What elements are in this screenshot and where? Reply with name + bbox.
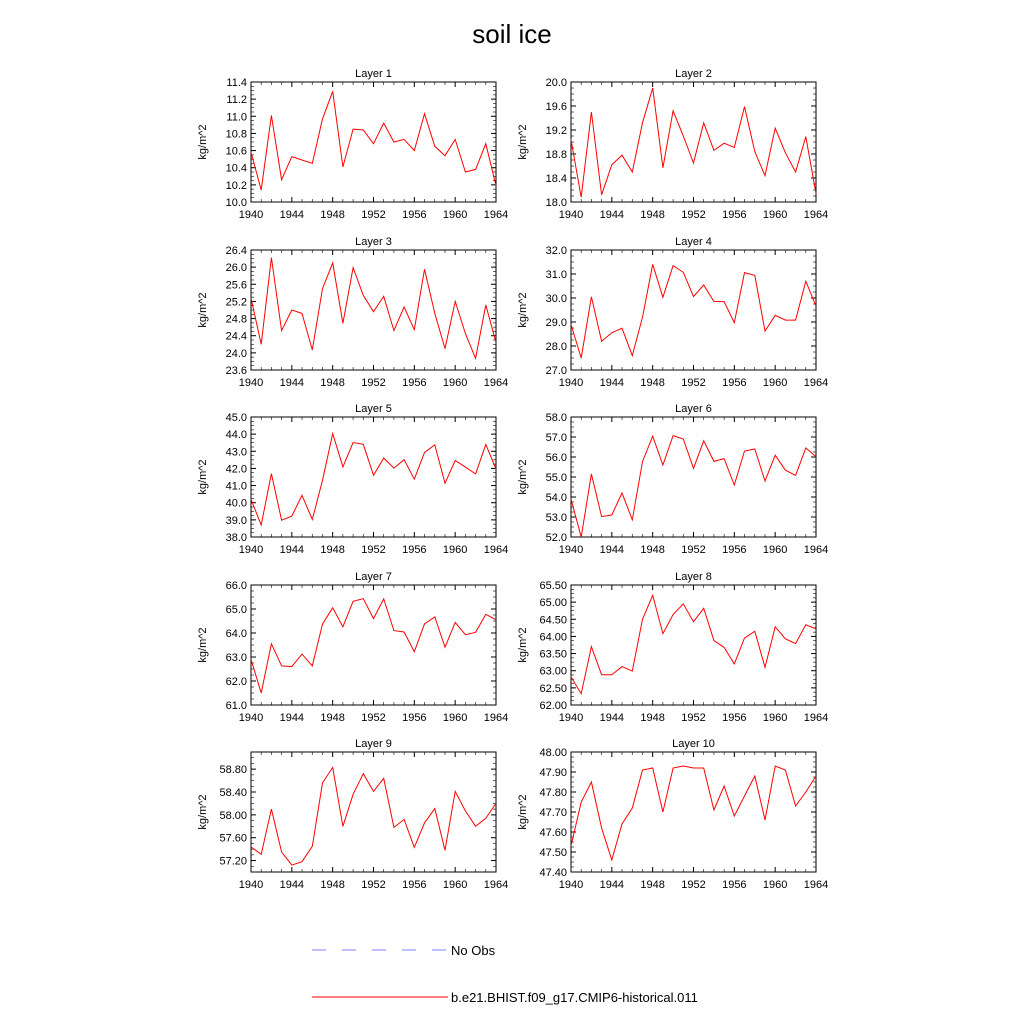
x-tick-label: 1940 (238, 879, 264, 891)
x-tick-label: 1960 (442, 879, 468, 891)
x-tick-label: 1940 (558, 377, 584, 389)
y-tick-label: 11.0 (226, 111, 247, 124)
x-tick-label: 1940 (558, 879, 584, 891)
y-tick-label: 38.0 (225, 532, 247, 544)
y-tick-label: 11.2 (226, 94, 247, 107)
y-tick-label: 62.50 (539, 682, 567, 695)
x-tick-label: 1940 (238, 377, 264, 389)
y-tick-label: 10.8 (225, 128, 247, 141)
plot-frame (251, 82, 496, 202)
x-tick-label: 1956 (722, 712, 747, 724)
x-tick-label: 1956 (402, 377, 427, 389)
y-tick-label: 24.4 (225, 330, 247, 343)
y-axis-label: kg/m^2 (517, 124, 529, 160)
y-tick-label: 47.80 (539, 787, 567, 799)
x-tick-label: 1940 (238, 209, 264, 221)
y-tick-label: 65.0 (225, 604, 247, 616)
x-tick-label: 1956 (722, 377, 747, 389)
y-tick-label: 23.6 (225, 365, 247, 377)
x-tick-label: 1964 (803, 879, 829, 891)
panel-layer-3 (197, 236, 508, 389)
x-tick-label: 1944 (599, 712, 625, 724)
y-tick-label: 44.0 (225, 429, 247, 442)
panel-layer-2 (517, 68, 828, 221)
y-tick-label: 45.0 (225, 412, 247, 424)
panel-layer-4 (517, 236, 828, 389)
plot-frame (571, 417, 816, 537)
y-tick-label: 47.70 (539, 807, 567, 819)
panel-title: Layer 9 (355, 738, 392, 750)
y-tick-label: 10.0 (225, 197, 247, 209)
x-tick-label: 1948 (640, 712, 665, 724)
x-tick-label: 1952 (681, 377, 706, 389)
x-tick-label: 1944 (599, 879, 625, 891)
x-tick-label: 1940 (238, 544, 264, 556)
panel-title: Layer 6 (675, 403, 712, 415)
x-tick-label: 1948 (320, 544, 345, 556)
y-tick-label: 11.4 (226, 77, 247, 89)
x-tick-label: 1964 (483, 209, 509, 221)
y-tick-label: 63.0 (225, 652, 247, 664)
x-tick-label: 1964 (483, 377, 509, 389)
y-tick-label: 19.2 (545, 125, 567, 137)
panel-title: Layer 2 (675, 68, 712, 80)
x-tick-label: 1952 (361, 377, 386, 389)
x-tick-label: 1948 (640, 209, 665, 221)
x-tick-label: 1956 (402, 209, 427, 221)
y-tick-label: 10.4 (225, 162, 247, 175)
series-line-model (251, 258, 496, 359)
plot-frame (571, 585, 816, 705)
y-axis-label: kg/m^2 (197, 627, 209, 663)
y-tick-label: 47.50 (539, 847, 567, 859)
x-tick-label: 1948 (640, 879, 665, 891)
y-axis-label: kg/m^2 (517, 459, 529, 495)
x-tick-label: 1964 (483, 712, 509, 724)
x-tick-label: 1964 (803, 712, 829, 724)
y-tick-label: 58.0 (545, 412, 567, 424)
x-tick-label: 1960 (762, 377, 788, 389)
x-tick-label: 1944 (279, 544, 305, 556)
x-tick-label: 1952 (681, 544, 706, 556)
x-tick-label: 1944 (599, 544, 625, 556)
y-tick-label: 56.0 (545, 452, 567, 464)
y-tick-label: 63.00 (539, 665, 567, 678)
y-tick-label: 65.00 (539, 597, 567, 610)
y-tick-label: 47.40 (539, 867, 567, 879)
x-tick-label: 1956 (402, 712, 427, 724)
y-tick-label: 62.00 (539, 700, 567, 712)
y-tick-label: 24.8 (225, 313, 247, 326)
x-tick-label: 1956 (402, 544, 427, 556)
y-tick-label: 47.90 (539, 767, 567, 779)
panel-layer-5 (197, 403, 508, 556)
x-tick-label: 1944 (279, 712, 305, 724)
plot-frame (571, 752, 816, 872)
plot-frame (251, 250, 496, 370)
y-tick-label: 57.0 (545, 432, 567, 444)
y-tick-label: 63.50 (539, 648, 567, 661)
x-tick-label: 1948 (320, 879, 345, 891)
panel-title: Layer 5 (355, 403, 392, 415)
plot-frame (251, 752, 496, 872)
y-tick-label: 29.0 (545, 317, 567, 329)
x-tick-label: 1952 (681, 209, 706, 221)
y-tick-label: 26.0 (225, 262, 247, 275)
x-tick-label: 1948 (320, 377, 345, 389)
y-axis-label: kg/m^2 (517, 292, 529, 328)
y-tick-label: 28.0 (545, 341, 567, 353)
x-tick-label: 1944 (599, 377, 625, 389)
legend-model-label: b.e21.BHIST.f09_g17.CMIP6-historical.011 (451, 990, 698, 1005)
y-tick-label: 18.0 (545, 197, 567, 209)
y-tick-label: 25.2 (225, 296, 247, 309)
x-tick-label: 1964 (483, 544, 509, 556)
y-axis-label: kg/m^2 (197, 292, 209, 328)
x-tick-label: 1956 (722, 209, 747, 221)
x-tick-label: 1952 (681, 879, 706, 891)
series-line-model (571, 264, 816, 358)
panel-layer-9 (197, 738, 508, 891)
y-tick-label: 57.60 (219, 832, 247, 845)
series-line-model (571, 766, 816, 860)
x-tick-label: 1960 (762, 879, 788, 891)
x-tick-label: 1964 (803, 544, 829, 556)
panel-title: Layer 8 (675, 571, 712, 583)
y-tick-label: 25.6 (225, 279, 247, 292)
y-tick-label: 41.0 (225, 480, 247, 493)
y-tick-label: 19.6 (545, 101, 567, 113)
panel-title: Layer 1 (355, 68, 392, 80)
x-tick-label: 1940 (558, 712, 584, 724)
x-tick-label: 1964 (803, 209, 829, 221)
series-line-model (571, 595, 816, 693)
x-tick-label: 1948 (640, 377, 665, 389)
x-tick-label: 1964 (803, 377, 829, 389)
y-tick-label: 61.0 (225, 700, 247, 712)
y-tick-label: 54.0 (545, 492, 567, 504)
y-tick-label: 18.8 (545, 149, 567, 161)
y-tick-label: 39.0 (225, 514, 247, 527)
y-tick-label: 62.0 (225, 676, 247, 688)
x-tick-label: 1952 (681, 712, 706, 724)
x-tick-label: 1952 (361, 712, 386, 724)
y-tick-label: 66.0 (225, 580, 247, 592)
y-tick-label: 30.0 (545, 293, 567, 305)
y-tick-label: 57.20 (219, 855, 247, 868)
panel-title: Layer 7 (355, 571, 392, 583)
figure-title: soil ice (472, 19, 552, 49)
x-tick-label: 1948 (640, 544, 665, 556)
y-tick-label: 40.0 (225, 497, 247, 510)
panel-grid (197, 68, 828, 891)
plot-frame (251, 417, 496, 537)
y-tick-label: 10.6 (225, 145, 247, 158)
series-line-model (571, 436, 816, 537)
y-tick-label: 58.80 (219, 764, 247, 777)
y-tick-label: 58.00 (219, 809, 247, 822)
x-tick-label: 1960 (442, 544, 468, 556)
x-tick-label: 1964 (483, 879, 509, 891)
y-tick-label: 64.0 (225, 628, 247, 640)
panel-layer-8 (517, 571, 828, 724)
series-line-model (251, 91, 496, 190)
x-tick-label: 1960 (442, 209, 468, 221)
panel-title: Layer 10 (672, 738, 715, 750)
y-tick-label: 31.0 (545, 269, 567, 281)
x-tick-label: 1960 (762, 209, 788, 221)
x-tick-label: 1960 (762, 712, 788, 724)
x-tick-label: 1944 (279, 209, 305, 221)
x-tick-label: 1960 (442, 377, 468, 389)
y-axis-label: kg/m^2 (197, 459, 209, 495)
y-axis-label: kg/m^2 (197, 794, 209, 830)
x-tick-label: 1960 (442, 712, 468, 724)
x-tick-label: 1944 (279, 879, 305, 891)
panel-layer-6 (517, 403, 828, 556)
legend-no-obs-label: No Obs (451, 943, 496, 958)
x-tick-label: 1952 (361, 209, 386, 221)
y-tick-label: 64.50 (539, 614, 567, 627)
x-tick-label: 1944 (279, 377, 305, 389)
panel-title: Layer 4 (675, 236, 712, 248)
panel-layer-10 (517, 738, 828, 891)
x-tick-label: 1960 (762, 544, 788, 556)
y-tick-label: 32.0 (545, 245, 567, 257)
x-tick-label: 1956 (402, 879, 427, 891)
y-tick-label: 55.0 (545, 472, 567, 484)
y-tick-label: 65.50 (539, 580, 567, 592)
series-line-model (251, 434, 496, 525)
series-line-model (571, 88, 816, 197)
series-line-model (251, 599, 496, 693)
x-tick-label: 1956 (722, 544, 747, 556)
y-tick-label: 64.00 (539, 631, 567, 644)
y-tick-label: 47.60 (539, 827, 567, 839)
y-tick-label: 53.0 (545, 512, 567, 524)
y-axis-label: kg/m^2 (517, 794, 529, 830)
y-tick-label: 27.0 (545, 365, 567, 377)
panel-title: Layer 3 (355, 236, 392, 248)
x-tick-label: 1952 (361, 544, 386, 556)
y-tick-label: 42.0 (225, 463, 247, 476)
plot-frame (571, 82, 816, 202)
y-tick-label: 52.0 (545, 532, 567, 544)
x-tick-label: 1944 (599, 209, 625, 221)
x-tick-label: 1948 (320, 209, 345, 221)
y-tick-label: 48.00 (539, 747, 567, 759)
plot-frame (571, 250, 816, 370)
panel-layer-1 (197, 68, 508, 221)
x-tick-label: 1952 (361, 879, 386, 891)
x-tick-label: 1956 (722, 879, 747, 891)
y-tick-label: 43.0 (225, 446, 247, 459)
y-tick-label: 20.0 (545, 77, 567, 89)
y-tick-label: 18.4 (545, 173, 567, 185)
y-axis-label: kg/m^2 (517, 627, 529, 663)
x-tick-label: 1940 (238, 712, 264, 724)
plot-frame (251, 585, 496, 705)
y-axis-label: kg/m^2 (197, 124, 209, 160)
y-tick-label: 26.4 (225, 245, 247, 257)
y-tick-label: 10.2 (225, 179, 247, 192)
x-tick-label: 1940 (558, 209, 584, 221)
panel-layer-7 (197, 571, 508, 724)
legend (312, 943, 698, 1005)
y-tick-label: 58.40 (219, 787, 247, 799)
x-tick-label: 1948 (320, 712, 345, 724)
y-tick-label: 24.0 (225, 347, 247, 360)
series-line-model (251, 767, 496, 865)
x-tick-label: 1940 (558, 544, 584, 556)
